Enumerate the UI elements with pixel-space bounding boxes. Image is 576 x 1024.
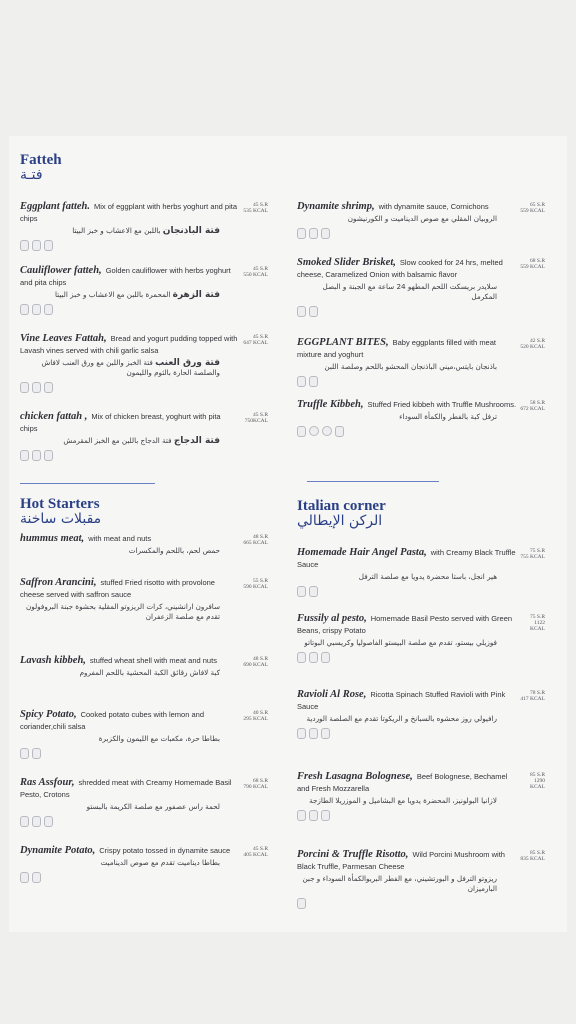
- item-description: stuffed wheat shell with meat and nuts: [89, 656, 217, 665]
- item-description-arabic: فتة الخبز واللبن مع ورق العنب لافاش والصلصة الحارة بالثوم والليمون: [41, 358, 220, 377]
- item-description: Cooked potato cubes with lemon and coriander,chili salsa: [20, 710, 204, 731]
- wheat-icon: [20, 240, 29, 251]
- price: 48 S.R 690 KCAL: [243, 656, 268, 668]
- nut-icon: [321, 652, 330, 663]
- menu-item: [297, 546, 545, 597]
- item-description-arabic: فوزيلي بيستو، تقدم مع صلصة البيستو الفاصوليا وكريسبي البوتاتو: [304, 638, 497, 647]
- menu-item: [20, 532, 268, 556]
- menu-page: [9, 136, 567, 932]
- milk-icon: [297, 898, 306, 909]
- allergen-icons: [20, 304, 268, 315]
- menu-item: [20, 654, 268, 678]
- menu-item: [20, 576, 268, 622]
- item-description-arabic: ريزوتو الترفل و البورتشيني، مع الفطر البريوالكمأة السوداء و جبن البارميزان: [302, 874, 497, 893]
- item-name-arabic: فتة الزهرة: [172, 290, 220, 300]
- price: 45 S.R 750KCAL: [244, 412, 268, 424]
- allergen-icons: [20, 816, 268, 827]
- section-title-arabic: الركن الإيطالي: [297, 513, 383, 529]
- egg-icon: [32, 872, 41, 883]
- item-description: Bread and yogurt pudding topped with Lavash vines served with chili garlic salsa: [20, 334, 238, 355]
- item-name: Truffle Kibbeh,: [297, 399, 364, 410]
- price: 75 S.R 755 KCAL: [520, 548, 545, 560]
- allergen-icons: [20, 872, 268, 883]
- item-description-arabic: فتة الدجاج باللبن مع الخبز المقرمش: [63, 436, 172, 445]
- item-name: Homemade Hair Angel Pasta,: [297, 547, 427, 558]
- section-fatteh: [20, 152, 264, 183]
- menu-item: [20, 776, 268, 827]
- item-name-arabic: فتة الباذنجان: [162, 226, 220, 236]
- allergen-icons: [20, 382, 268, 393]
- dairy-icon: [309, 376, 318, 387]
- item-description: Ricotta Spinach Stuffed Ravioli with Pink Sauce: [297, 690, 506, 711]
- allergen-icons: [297, 376, 545, 387]
- item-name: Ras Assfour,: [20, 777, 75, 788]
- section-title: Italian corner: [297, 498, 386, 514]
- milk-icon: [309, 810, 318, 821]
- section-title-arabic: مقبلات ساخنة: [20, 511, 102, 527]
- dairy-icon: [44, 816, 53, 827]
- milk-icon: [32, 450, 41, 461]
- shrimp-icon: [309, 228, 318, 239]
- item-description: with dynamite sauce, Cornichons: [378, 202, 489, 211]
- price: 68 S.R 790 KCAL: [243, 778, 268, 790]
- wheat-icon: [297, 228, 306, 239]
- dairy-icon: [44, 240, 53, 251]
- price: 48 S.R 665 KCAL: [243, 534, 268, 546]
- item-name: Fussily al pesto,: [297, 613, 367, 624]
- item-name: Lavash kibbeh,: [20, 655, 86, 666]
- item-description: with Creamy Black Truffle Sauce: [297, 548, 516, 569]
- item-name-arabic: فتة ورق العنب: [155, 358, 220, 368]
- allergen-icons: [297, 898, 545, 909]
- item-description: Beef Bolognese, Bechamel and Fresh Mozzarella: [297, 772, 508, 793]
- item-name-arabic: فتة الدجاج: [173, 436, 220, 446]
- milk-icon: [309, 652, 318, 663]
- price: 45 S.R 550 KCAL: [243, 266, 268, 278]
- item-description: shredded meat with Creamy Homemade Basil Pesto, Crotons: [20, 778, 232, 799]
- item-name: Saffron Arancini,: [20, 577, 97, 588]
- wheat-icon: [297, 652, 306, 663]
- menu-item: [20, 332, 268, 393]
- item-description: Crispy potato tossed in dynamite sauce: [99, 846, 231, 855]
- menu-item: [20, 410, 268, 461]
- price: 40 S.R 295 KCAL: [243, 710, 268, 722]
- allergen-icons: [20, 450, 268, 461]
- menu-item: [20, 844, 268, 883]
- allergen-icons: [20, 748, 268, 759]
- item-name: Eggplant fatteh.: [20, 201, 91, 212]
- mushroom-icon: [335, 426, 344, 437]
- item-description-arabic: المحمرة باللبن مع الاعشاب و خبز البيتا: [54, 290, 171, 299]
- item-name: EGGPLANT BITES,: [297, 337, 389, 348]
- wheat-icon: [20, 872, 29, 883]
- dairy-icon: [44, 450, 53, 461]
- price: 78 S.R 417 KCAL: [520, 690, 545, 702]
- allergen-icons: [297, 426, 545, 437]
- section-title: Hot Starters: [20, 496, 100, 512]
- menu-item: [297, 612, 545, 663]
- item-description-arabic: سافرون ارانشيني، كرات الريزوتو المقلية بحشوة جبنة البروفولون تقدم مع صلصة الزعفران: [25, 602, 220, 621]
- item-description: Mix of chicken breast, yoghurt with pita chips: [20, 412, 221, 433]
- item-description-arabic: هير انجل، باستا محضرة يدويا مع صلصة الترفل: [358, 572, 497, 581]
- menu-item: [297, 336, 545, 387]
- section-italian-corner: [297, 498, 541, 529]
- menu-item: [20, 264, 268, 315]
- milk-icon: [309, 586, 318, 597]
- price: 55 S.R 590 KCAL: [243, 578, 268, 590]
- item-description-arabic: سلايدر بريسكت اللحم المطهو 24 ساعة مع الجبنة و البصل المكرمل: [322, 282, 497, 301]
- dairy-icon: [44, 304, 53, 315]
- menu-item: [20, 200, 268, 251]
- egg-icon: [321, 728, 330, 739]
- price: 75 S.R 1122 KCAL: [530, 614, 545, 632]
- item-name: Smoked Slider Brisket,: [297, 257, 396, 268]
- section-divider: [307, 481, 439, 482]
- allergen-icons: [20, 240, 268, 251]
- allergen-icons: [297, 810, 545, 821]
- dairy-icon: [44, 382, 53, 393]
- price: 58 S.R 672 KCAL: [520, 400, 545, 412]
- milk-icon: [32, 816, 41, 827]
- item-description-arabic: الروبيان المقلي مع صوص الديناميت و الكورنيشون: [347, 214, 497, 223]
- item-description: Baby eggplants filled with meat mixture and yoghurt: [297, 338, 496, 359]
- milk-icon: [309, 728, 318, 739]
- price: 45 S.R 535 KCAL: [243, 202, 268, 214]
- item-name: Porcini & Truffle Risotto,: [297, 849, 409, 860]
- item-description: Homemade Basil Pesto served with Green Beans, crispy Potato: [297, 614, 513, 635]
- item-description: Golden cauliflower with herbs yoghurt and pita chips: [20, 266, 231, 287]
- section-divider: [20, 483, 155, 484]
- allergen-icons: [297, 586, 545, 597]
- item-name: Fresh Lasagna Bolognese,: [297, 771, 413, 782]
- egg-icon: [321, 228, 330, 239]
- item-name: Vine Leaves Fattah,: [20, 333, 107, 344]
- item-name: Cauliflower fatteh,: [20, 265, 102, 276]
- item-description-arabic: باذنجان بايتس،ميني الباذنجان المحشو باللحم وصلصة اللبن: [324, 362, 497, 371]
- item-description: stuffed Fried risotto with provolone cheese served with saffron sauce: [20, 578, 215, 599]
- menu-item: [297, 200, 545, 239]
- item-description-arabic: كبة لافاش رقائق الكبة المحشية باللحم المفروم: [79, 668, 220, 677]
- item-name: Dynamite Potato,: [20, 845, 96, 856]
- item-description: Slow cooked for 24 hrs, melted cheese, Caramelized Onion with balsamic flavor: [297, 258, 503, 279]
- price: 65 S.R 559 KCAL: [520, 202, 545, 214]
- item-description-arabic: لحمة راس عصفور مع صلصة الكريمة بالبستو: [86, 802, 220, 811]
- wheat-icon: [20, 816, 29, 827]
- menu-item: [297, 688, 545, 739]
- price: 42 S.R 520 KCAL: [520, 338, 545, 350]
- milk-icon: [32, 382, 41, 393]
- wheat-icon: [297, 306, 306, 317]
- item-description-arabic: بطاطا حرة، مكعبات مع الليمون والكزبرة: [98, 734, 220, 743]
- milk-icon: [32, 240, 41, 251]
- section-title-arabic: فتـة: [20, 167, 43, 183]
- menu-item: [297, 398, 545, 437]
- pepper-icon: [32, 748, 41, 759]
- price: 45 S.R 647 KCAL: [243, 334, 268, 346]
- wheat-icon: [297, 426, 306, 437]
- milk-icon: [297, 376, 306, 387]
- menu-item: [297, 256, 545, 317]
- item-description-arabic: لازانيا البولونيز، المحضرة يدويا مع البشاميل و الموزريلا الطازجة: [309, 796, 497, 805]
- item-description-arabic: بطاطا ديناميت تقدم مع صوص الديناميت: [100, 858, 220, 867]
- price: 85 S.R 1290 KCAL: [530, 772, 545, 790]
- wheat-icon: [20, 748, 29, 759]
- item-name: hummus meat,: [20, 533, 85, 544]
- item-description-arabic: باللبن مع الاعشاب و خبز البيتا: [72, 226, 161, 235]
- menu-item: [297, 848, 545, 909]
- item-name: Spicy Potato,: [20, 709, 77, 720]
- menu-item: [20, 708, 268, 759]
- item-name: Ravioli Al Rose,: [297, 689, 367, 700]
- milk-icon: [309, 306, 318, 317]
- item-description-arabic: رافيولي روز محشوه بالسبانخ و الريكوتا تقدم مع الصلصة الوردية: [306, 714, 497, 723]
- price: 45 S.R 405 KCAL: [243, 846, 268, 858]
- allergen-icons: [297, 228, 545, 239]
- wheat-icon: [20, 304, 29, 315]
- item-description-arabic: حمص لحم، باللحم والمكسرات: [128, 546, 220, 555]
- wheat-icon: [297, 810, 306, 821]
- item-description: Wild Porcini Mushroom with Black Truffle, Parmesan Cheese: [297, 850, 505, 871]
- section-title: Fatteh: [20, 152, 62, 168]
- allergen-icons: [297, 728, 545, 739]
- wheat-icon: [20, 382, 29, 393]
- item-description: with meat and nuts: [88, 534, 152, 543]
- menu-item: [297, 770, 545, 821]
- egg-icon: [309, 426, 319, 436]
- item-name: Dynamite shrimp,: [297, 201, 375, 212]
- section-hot-starters: [20, 496, 264, 527]
- item-name: chicken fattah ,: [20, 411, 88, 422]
- wheat-icon: [297, 586, 306, 597]
- egg-icon: [321, 810, 330, 821]
- allergen-icons: [297, 652, 545, 663]
- allergen-icons: [297, 306, 545, 317]
- item-description: Stuffed Fried kibbeh with Truffle Mushrooms.: [367, 400, 517, 409]
- wheat-icon: [20, 450, 29, 461]
- price: 85 S.R 835 KCAL: [520, 850, 545, 862]
- item-description-arabic: ترفل كبة بالفطر والكمأة السوداء: [399, 412, 497, 421]
- nut-icon: [322, 426, 332, 436]
- milk-icon: [32, 304, 41, 315]
- wheat-icon: [297, 728, 306, 739]
- item-description: Mix of eggplant with herbs yoghurt and pita chips: [20, 202, 238, 223]
- price: 68 S.R 559 KCAL: [520, 258, 545, 270]
